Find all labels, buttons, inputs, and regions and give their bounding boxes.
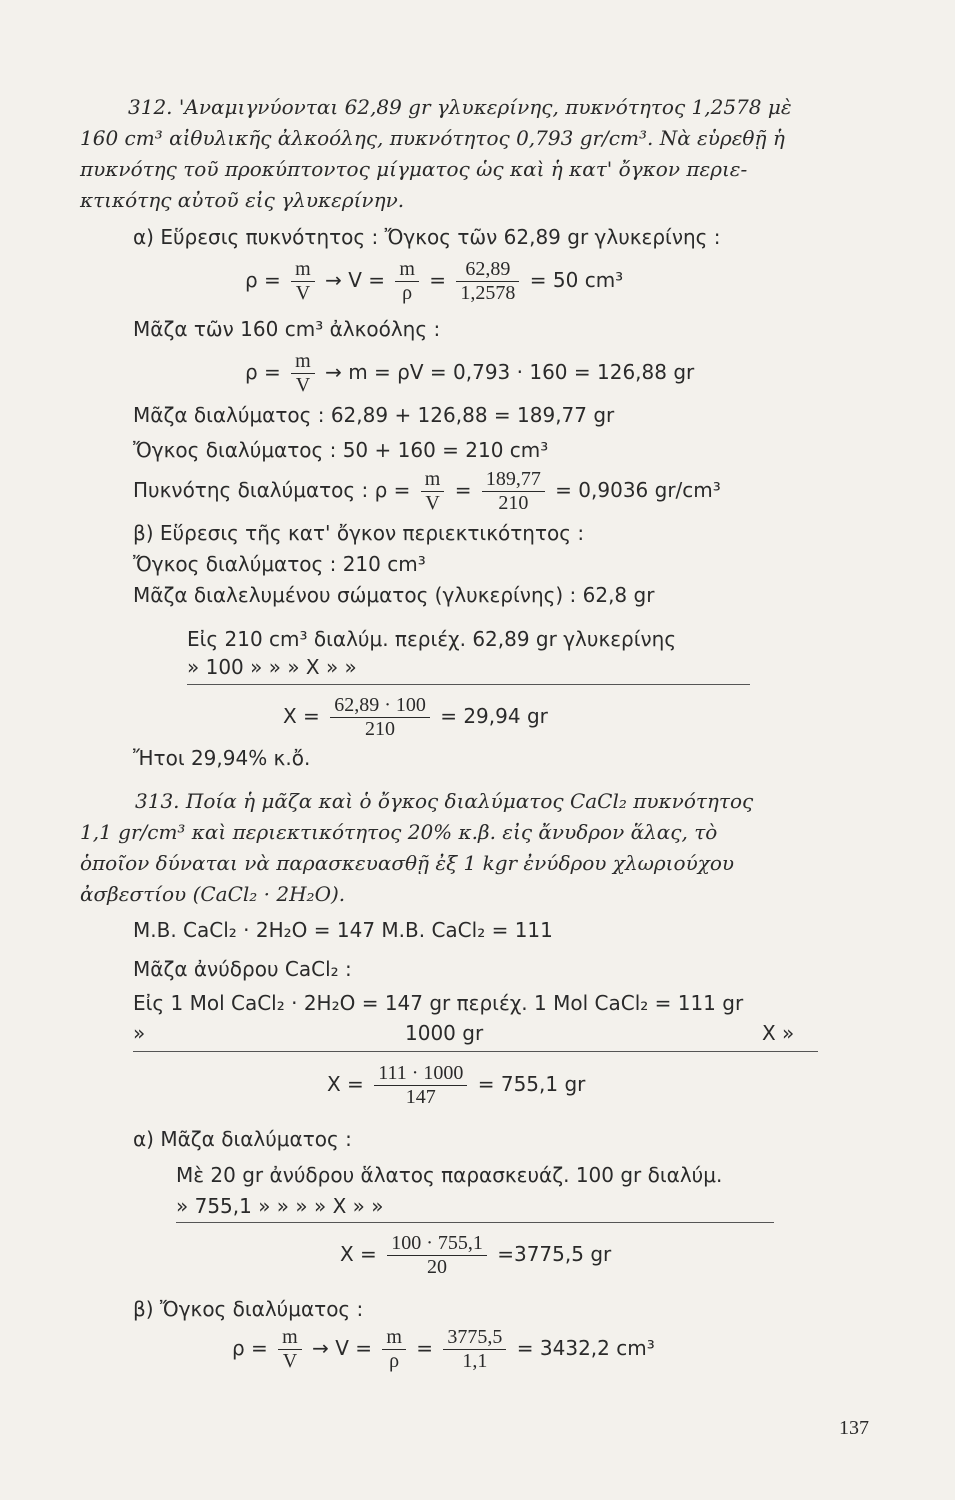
- p313-x-formula: X = $\frac{111 \cdot 1000}{147}$ = 755,1 gr: [327, 1062, 586, 1108]
- p312-density: Πυκνότης διαλύματος : ρ = $\frac{m}{V}$ = $\frac{189,77}{210}$ = 0,9036 gr/cm³: [133, 468, 721, 514]
- p313-proportion-rule: [133, 1051, 818, 1052]
- p312-mass-alcohol: Μᾶζα τῶν 160 cm³ ἀλκοόλης :: [133, 317, 441, 341]
- p313-proportion-2a: »: [133, 1021, 146, 1045]
- p313-a-x-formula: X = $\frac{100 \cdot 755,1}{20}$ =3775,5 gr: [340, 1232, 612, 1278]
- p312-line-2: 160 cm³ αἰθυλικῆς ἀλκοόλης, πυκνότητος 0,793 gr/cm³. Νὰ εὑρεθῇ ἡ: [80, 126, 785, 150]
- p312-proportion-2: » 100 » » » X » »: [187, 655, 357, 679]
- p312-line-1: 312. 'Αναμιγνύονται 62,89 gr γλυκερίνης, πυκνότητος 1,2578 μὲ: [128, 95, 792, 119]
- p312-proportion-rule: [187, 684, 750, 685]
- p312-b-volume: Ὄγκος διαλύματος : 210 cm³: [133, 552, 426, 576]
- p312-line-4: κτικότης αὐτοῦ εἰς γλυκερίνην.: [80, 188, 405, 212]
- p312-proportion-1: Εἰς 210 cm³ διαλύμ. περιέχ. 62,89 gr γλυκερίνης: [187, 627, 677, 651]
- p312-formula-2: ρ = $\frac{m}{V}$ → m = ρV = 0,793 · 160 = 126,88 gr: [245, 350, 695, 396]
- p313-b-formula: ρ = $\frac{m}{V}$ → V = $\frac{m}{\rho}$ = $\frac{3775,5}{1,1}$ = 3432,2 cm³: [232, 1326, 655, 1372]
- p312-x-formula: X = $\frac{62,89 \cdot 100}{210}$ = 29,94 gr: [283, 694, 548, 740]
- p312-result: Ἤτοι 29,94% κ.ὄ.: [133, 746, 311, 770]
- p313-b-heading: β) Ὄγκος διαλύματος :: [133, 1297, 364, 1321]
- p313-a-proportion-rule: [176, 1222, 774, 1223]
- p312-line-3: πυκνότης τοῦ προκύπτοντος μίγματος ὡς καὶ ἡ κατ' ὄγκον περιε-: [80, 157, 748, 181]
- p313-a-proportion-2: » 755,1 » » » » X » »: [176, 1194, 384, 1218]
- p313-proportion-2c: X »: [762, 1021, 795, 1045]
- p313-a-heading: α) Μᾶζα διαλύματος :: [133, 1127, 352, 1151]
- p312-b-heading: β) Εὕρεσις τῆς κατ' ὄγκον περιεκτικότητος :: [133, 521, 585, 545]
- p312-a-heading: α) Εὕρεσις πυκνότητος : Ὄγκος τῶν 62,89 gr γλυκερίνης :: [133, 225, 721, 249]
- page-number: 137: [839, 1417, 869, 1439]
- p313-a-proportion-1: Μὲ 20 gr ἀνύδρου ἅλατος παρασκευάζ. 100 gr διαλύμ.: [176, 1163, 723, 1187]
- p313-molecular-weights: M.B. CaCl₂ · 2H₂O = 147 M.B. CaCl₂ = 111: [133, 918, 553, 942]
- p313-line-3: ὁποῖον δύναται νὰ παρασκευασθῇ ἐξ 1 kgr ἐνύδρου χλωριούχου: [80, 851, 735, 875]
- p313-proportion-2b: 1000 gr: [405, 1021, 484, 1045]
- p312-mass-solution: Μᾶζα διαλύματος : 62,89 + 126,88 = 189,77 gr: [133, 403, 615, 427]
- p312-volume-solution: Ὄγκος διαλύματος : 50 + 160 = 210 cm³: [133, 438, 549, 462]
- p312-formula-1: ρ = $\frac{m}{V}$ → V = $\frac{m}{\rho}$ = $\frac{62,89}{1,2578}$ = 50 cm³: [245, 258, 624, 304]
- p313-line-4: ἀσβεστίου (CaCl₂ · 2H₂O).: [80, 882, 346, 906]
- p313-line-1: 313. Ποία ἡ μᾶζα καὶ ὁ ὄγκος διαλύματος CaCl₂ πυκνότητος: [135, 789, 754, 813]
- p312-b-mass: Μᾶζα διαλελυμένου σώματος (γλυκερίνης) : 62,8 gr: [133, 583, 655, 607]
- p313-anhydrous-mass: Μᾶζα ἀνύδρου CaCl₂ :: [133, 957, 352, 981]
- p313-proportion-1: Εἰς 1 Mol CaCl₂ · 2H₂O = 147 gr περιέχ. 1 Mol CaCl₂ = 111 gr: [133, 991, 744, 1015]
- p313-line-2: 1,1 gr/cm³ καὶ περιεκτικότητος 20% κ.β. εἰς ἄνυδρον ἅλας, τὸ: [80, 820, 718, 844]
